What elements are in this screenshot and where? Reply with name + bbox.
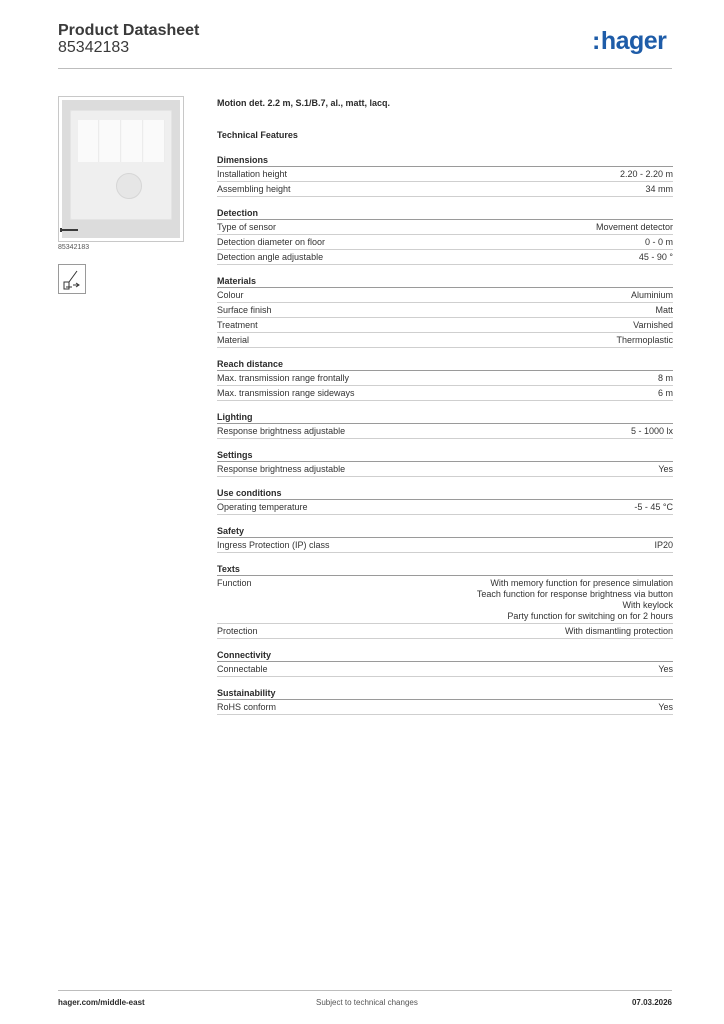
logo-text: hager — [600, 27, 667, 55]
spec-label: Installation height — [217, 169, 288, 179]
spec-value: Matt — [655, 305, 673, 315]
spec-value: 8 m — [657, 373, 673, 383]
spec-value: Aluminium — [630, 290, 673, 300]
section-title: Lighting — [217, 411, 673, 424]
spec-label: Operating temperature — [217, 502, 308, 512]
spec-label: Surface finish — [217, 305, 272, 315]
spec-label: Treatment — [217, 320, 258, 330]
spec-value: Movement detector — [595, 222, 673, 232]
hager-logo — [592, 27, 666, 56]
spec-label: Assembling height — [217, 184, 291, 194]
spec-row — [217, 624, 673, 639]
product-number: 85342183 — [58, 39, 130, 56]
section-title: Materials — [217, 275, 673, 288]
section-title: Settings — [217, 449, 673, 462]
spec-value: IP20 — [654, 540, 673, 550]
spec-row — [217, 371, 673, 386]
spec-label: Protection — [217, 626, 258, 636]
spec-value: 6 m — [657, 388, 673, 398]
spec-row — [217, 538, 673, 553]
spec-value: 2.20 - 2.20 m — [619, 169, 673, 179]
spec-row — [217, 220, 673, 235]
spec-value: Thermoplastic — [616, 335, 673, 345]
detector-button — [116, 173, 142, 199]
spec-row — [217, 700, 673, 715]
spec-value: Yes — [658, 464, 673, 474]
spec-label: Max. transmission range sideways — [217, 388, 355, 398]
scale-bar — [62, 229, 78, 231]
spec-label: Response brightness adjustable — [217, 426, 346, 436]
footer-date: 07.03.2026 — [631, 998, 672, 1007]
spec-label: Colour — [217, 290, 244, 300]
product-name: Motion det. 2.2 m, S.1/B.7, al., matt, lacq. — [217, 98, 391, 108]
spec-label: Ingress Protection (IP) class — [217, 540, 330, 550]
section-title: Dimensions — [217, 154, 673, 167]
motion-detector-lens — [78, 120, 164, 162]
symbol-drawing — [59, 265, 85, 293]
spec-row — [217, 462, 673, 477]
spec-row — [217, 182, 673, 197]
spec-row — [217, 235, 673, 250]
spec-row — [217, 662, 673, 677]
spec-row — [217, 318, 673, 333]
spec-section — [217, 525, 673, 553]
spec-value: -5 - 45 °C — [634, 502, 673, 512]
spec-section — [217, 687, 673, 715]
logo-colon-mark: : — [592, 27, 600, 55]
spec-label: Detection diameter on floor — [217, 237, 326, 247]
spec-section — [217, 449, 673, 477]
spec-section — [217, 207, 673, 265]
spec-section — [217, 358, 673, 401]
spec-value: With memory function for presence simulation Teach function for response brightness via button With keylock Party function for switching on for 2 hours — [476, 578, 673, 621]
spec-row — [217, 250, 673, 265]
technical-content — [217, 96, 673, 725]
motion-detector-symbol-icon — [58, 264, 86, 294]
spec-label: RoHS conform — [217, 702, 277, 712]
spec-row — [217, 424, 673, 439]
spec-section — [217, 649, 673, 677]
spec-row — [217, 576, 673, 624]
section-title: Sustainability — [217, 687, 673, 700]
spec-label: Response brightness adjustable — [217, 464, 346, 474]
section-title: Use conditions — [217, 487, 673, 500]
spec-value: Yes — [658, 702, 673, 712]
page-title: Product Datasheet — [58, 22, 200, 39]
spec-section — [217, 275, 673, 348]
spec-section — [217, 563, 673, 639]
footer-disclaimer: Subject to technical changes — [316, 998, 418, 1007]
lens-segment — [144, 120, 165, 162]
motion-detector-plate — [70, 110, 172, 220]
product-image-background — [62, 100, 180, 238]
footer-website: hager.com/middle-east — [58, 998, 145, 1007]
sections-list — [217, 154, 673, 715]
spec-row — [217, 288, 673, 303]
footer-divider — [58, 990, 672, 991]
spec-value: Yes — [658, 664, 673, 674]
section-title: Detection — [217, 207, 673, 220]
spec-section — [217, 487, 673, 515]
lens-segment — [78, 120, 99, 162]
spec-section — [217, 154, 673, 197]
spec-label: Detection angle adjustable — [217, 252, 324, 262]
header-divider — [58, 68, 672, 69]
section-title: Connectivity — [217, 649, 673, 662]
spec-value: 5 - 1000 lx — [630, 426, 673, 436]
spec-row — [217, 303, 673, 318]
spec-row — [217, 386, 673, 401]
features-heading: Technical Features — [217, 130, 298, 140]
spec-value: With dismantling protection — [564, 626, 673, 636]
lens-segment — [100, 120, 121, 162]
product-image — [58, 96, 184, 242]
spec-label: Type of sensor — [217, 222, 277, 232]
spec-value: Varnished — [633, 320, 673, 330]
section-title: Texts — [217, 563, 673, 576]
spec-row — [217, 167, 673, 182]
spec-label: Max. transmission range frontally — [217, 373, 350, 383]
spec-value: 34 mm — [645, 184, 673, 194]
spec-section — [217, 411, 673, 439]
spec-value: 0 - 0 m — [644, 237, 673, 247]
spec-value: 45 - 90 ° — [638, 252, 673, 262]
spec-label: Material — [217, 335, 250, 345]
spec-label: Function — [217, 578, 252, 588]
spec-row — [217, 500, 673, 515]
section-title: Safety — [217, 525, 673, 538]
scale-icon — [60, 228, 78, 231]
product-reference: 85342183 — [58, 244, 90, 251]
spec-row — [217, 333, 673, 348]
section-title: Reach distance — [217, 358, 673, 371]
lens-segment — [122, 120, 143, 162]
spec-label: Connectable — [217, 664, 268, 674]
